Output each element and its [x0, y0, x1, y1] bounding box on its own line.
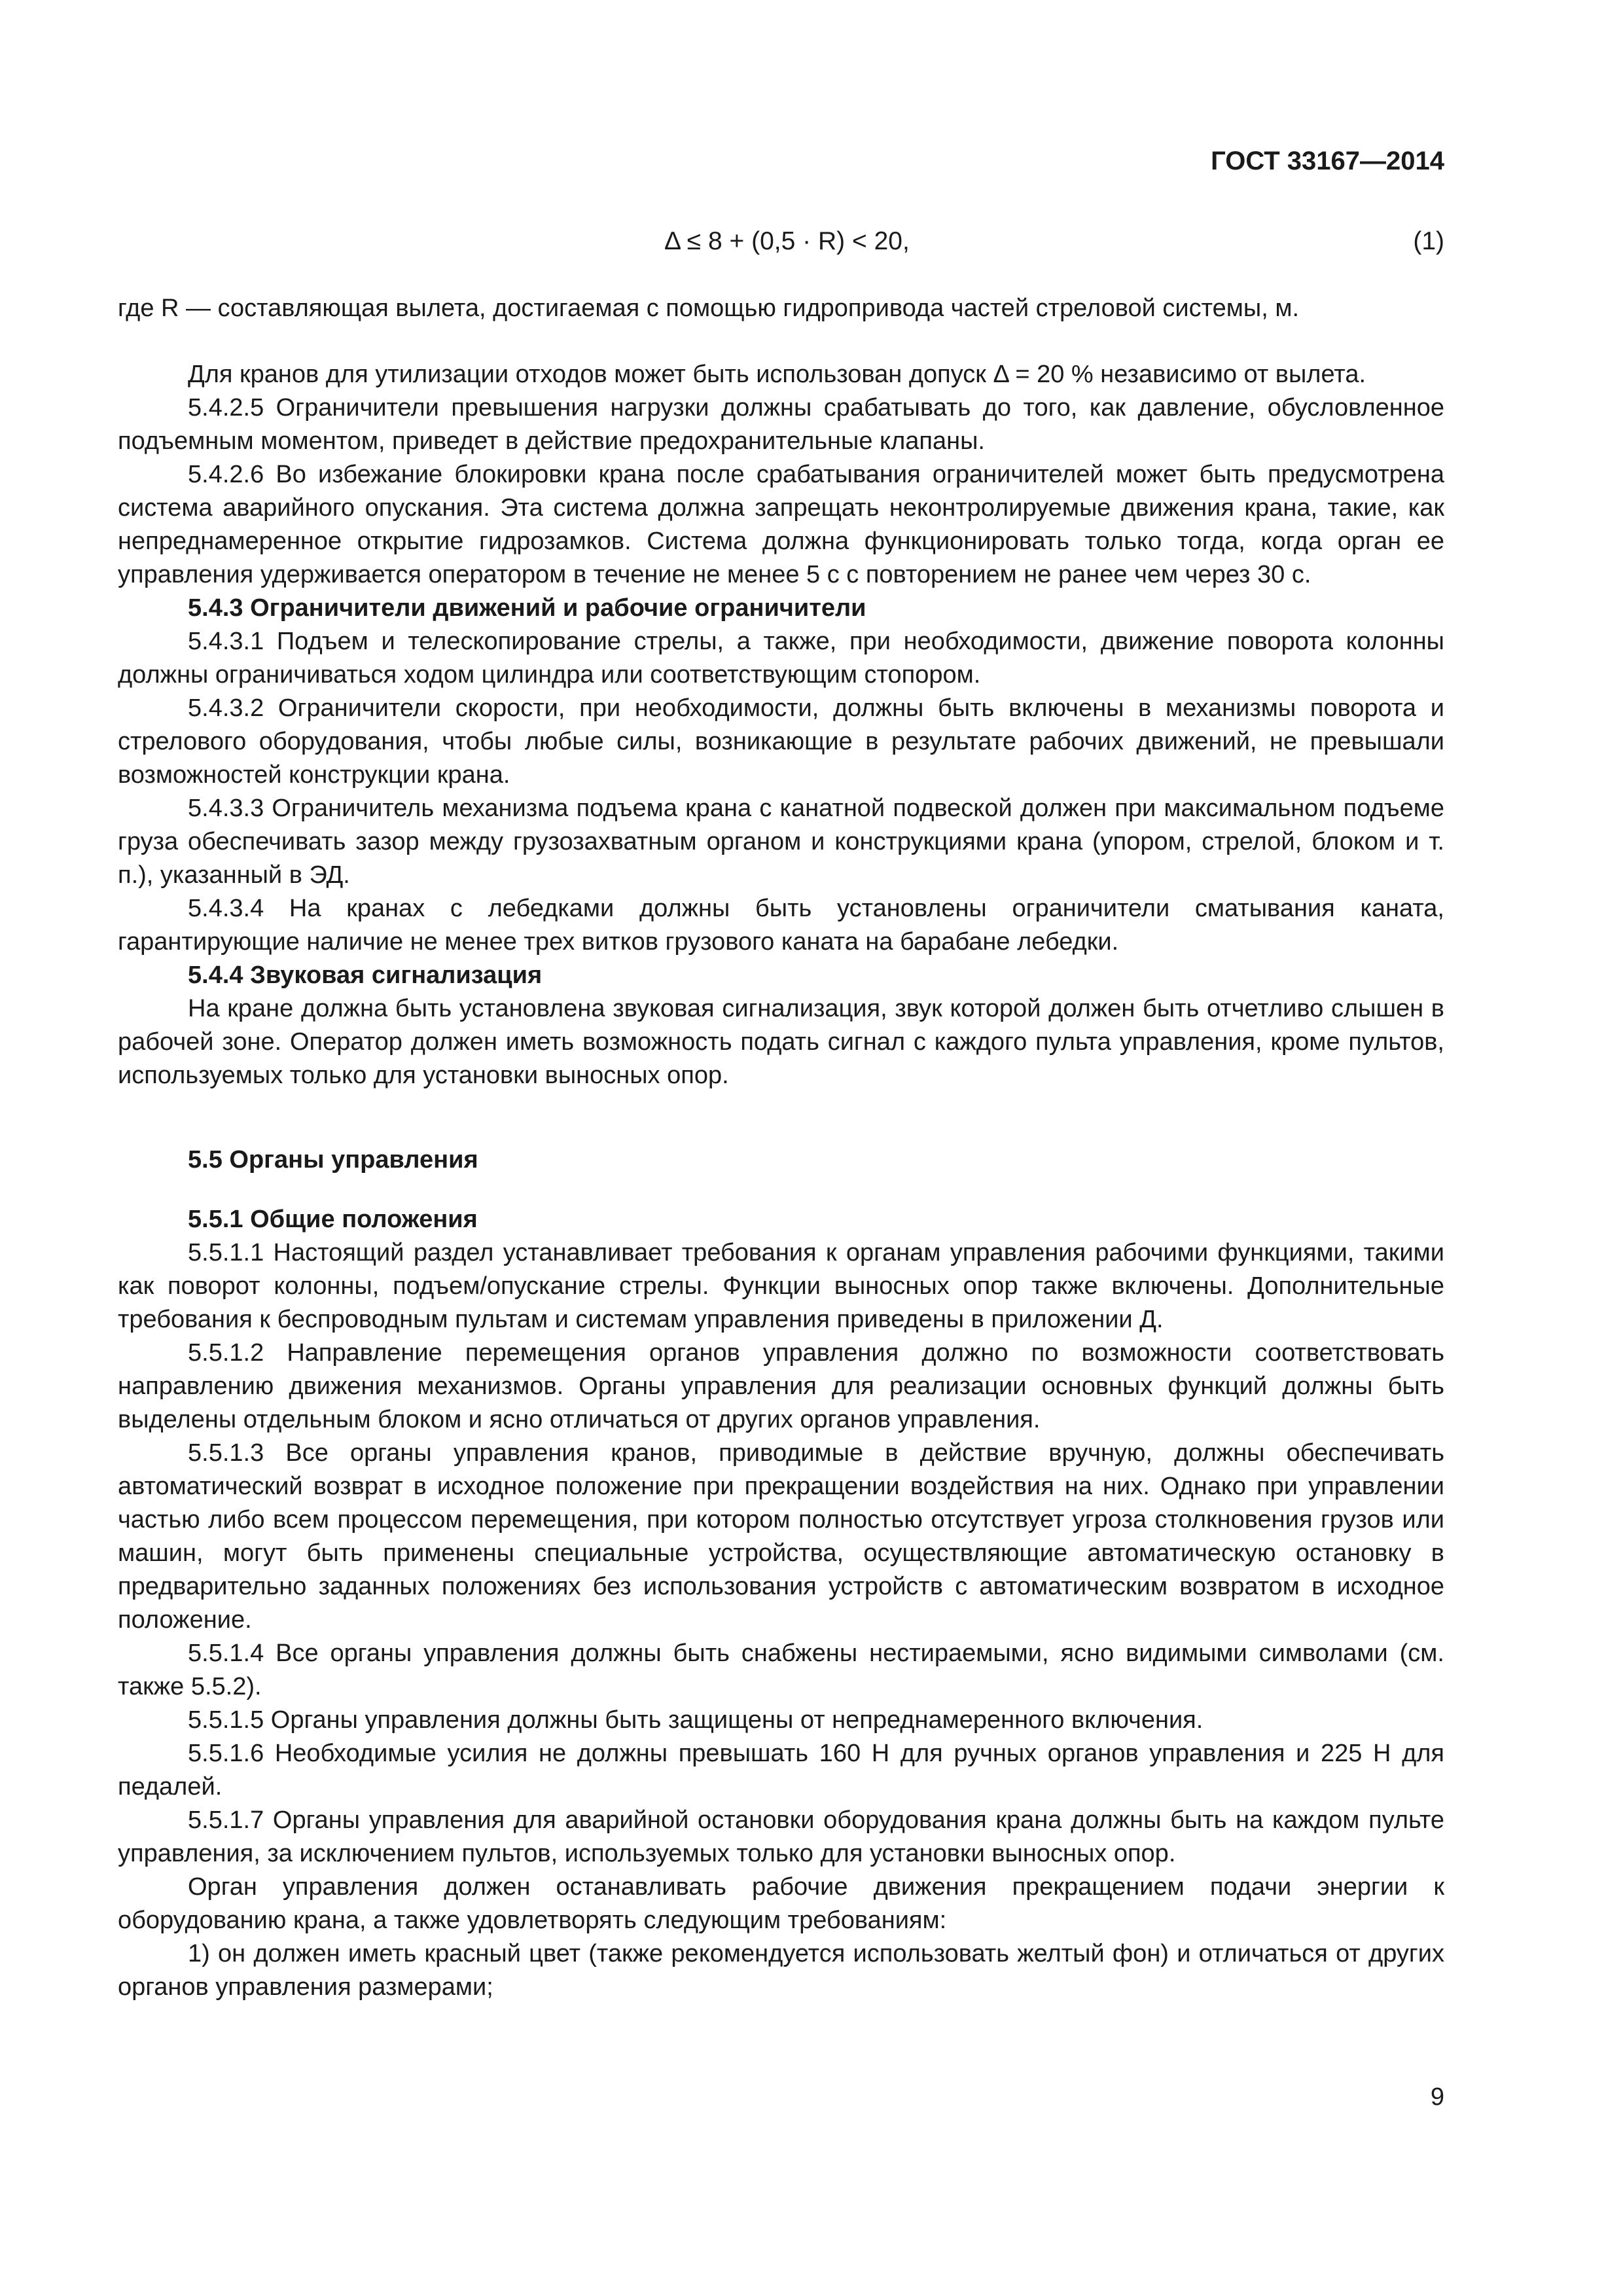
paragraph: На кране должна быть установлена звуковая сигнализация, звук которой должен быть отчетливо слышен в рабочей зоне. Оператор должен иметь возможность подать сигнал с каждого пульта управления, кроме пультов, используемых только для установки выносных опор. [118, 995, 1444, 1089]
document-code: ГОСТ 33167—2014 [1211, 147, 1444, 175]
paragraph: 5.4.3.1 Подъем и телескопирование стрелы, а также, при необходимости, движение поворота колонны должны ограничиваться ходом цилиндра или соответствующим стопором. [118, 628, 1444, 689]
paragraph: 5.4.2.6 Во избежание блокировки крана после срабатывания ограничителей может быть предусмотрена система аварийного опускания. Эта система должна запрещать неконтролируемые движения крана, такие, как непреднамеренное открытие гидрозамков. Система должна функционировать только тогда, когда орган ее управления удерживается оператором в течение не менее 5 с с повторением не ранее чем через 30 с. [118, 461, 1444, 588]
paragraph: 5.5.1.7 Органы управления для аварийной остановки оборудования крана должны быть на каждом пульте управления, за исключением пультов, используемых только для установки выносных опор. [118, 1806, 1444, 1867]
formula-number: (1) [1413, 227, 1444, 255]
section-heading: 5.5.1 Общие положения [188, 1206, 478, 1233]
paragraph: где R — составляющая вылета, достигаемая с помощью гидропривода частей стреловой системы, м. [118, 295, 1299, 322]
section-heading: 5.5 Органы управления [188, 1146, 478, 1174]
paragraph: Для кранов для утилизации отходов может быть использован допуск Δ = 20 % независимо от вылета. [188, 361, 1366, 388]
page-number: 9 [1430, 2083, 1444, 2111]
paragraph: 5.5.1.4 Все органы управления должны быть снабжены нестираемыми, ясно видимыми символами (см. также 5.5.2). [118, 1640, 1444, 1700]
body-text [118, 292, 1444, 2004]
paragraph: 5.4.3.3 Ограничитель механизма подъема крана с канатной подвеской должен при максимальном подъеме груза обеспечивать зазор между грузозахватным органом и конструкциями крана (упором, стрелой, блоком и т. п.), указанный в ЭД. [118, 795, 1444, 889]
paragraph: 5.4.3.2 Ограничители скорости, при необходимости, должны быть включены в механизмы поворота и стрелового оборудования, чтобы любые силы, возникающие в результате рабочих движений, не превышали возможностей конструкции крана. [118, 694, 1444, 789]
paragraph: Орган управления должен останавливать рабочие движения прекращением подачи энергии к оборудованию крана, а также удовлетворять следующим требованиям: [118, 1873, 1444, 1934]
paragraph: 5.5.1.1 Настоящий раздел устанавливает требования к органам управления рабочими функциями, такими как поворот колонны, подъем/опускание стрелы. Функции выносных опор также включены. Дополнительные требования к беспроводным пультам и системам управления приведены в приложении Д. [118, 1239, 1444, 1333]
section-heading: 5.4.4 Звуковая сигнализация [188, 961, 543, 989]
paragraph: 5.4.3.4 На кранах с лебедками должны быть установлены ограничители сматывания каната, гарантирующие наличие не менее трех витков грузового каната на барабане лебедки. [118, 895, 1444, 956]
paragraph: 1) он должен иметь красный цвет (также рекомендуется использовать желтый фон) и отличаться от других органов управления размерами; [118, 1940, 1444, 2001]
paragraph: 5.5.1.6 Необходимые усилия не должны превышать 160 Н для ручных органов управления и 225 Н для педалей. [118, 1740, 1444, 1801]
paragraph: 5.5.1.3 Все органы управления кранов, приводимые в действие вручную, должны обеспечивать автоматический возврат в исходное положение при прекращении воздействия на них. Однако при управлении частью либо всем процессом перемещения, при котором полностью отсутствует угроза столкновения грузов или машин, могут быть применены специальные устройства, осуществляющие автоматическую остановку в предварительно заданных положениях без использования устройств с автоматическим возвратом в исходное положение. [118, 1439, 1444, 1634]
section-heading: 5.4.3 Ограничители движений и рабочие ограничители [188, 594, 866, 622]
paragraph: 5.5.1.5 Органы управления должны быть защищены от непреднамеренного включения. [188, 1706, 1204, 1734]
paragraph: 5.4.2.5 Ограничители превышения нагрузки должны срабатывать до того, как давление, обусловленное подъемным моментом, приведет в действие предохранительные клапаны. [118, 394, 1444, 455]
formula: Δ ≤ 8 + (0,5 · R) < 20, [664, 227, 910, 255]
paragraph: 5.5.1.2 Направление перемещения органов управления должно по возможности соответствовать направлению движения механизмов. Органы управления для реализации основных функций должны быть выделены отдельным блоком и ясно отличаться от других органов управления. [118, 1339, 1444, 1433]
